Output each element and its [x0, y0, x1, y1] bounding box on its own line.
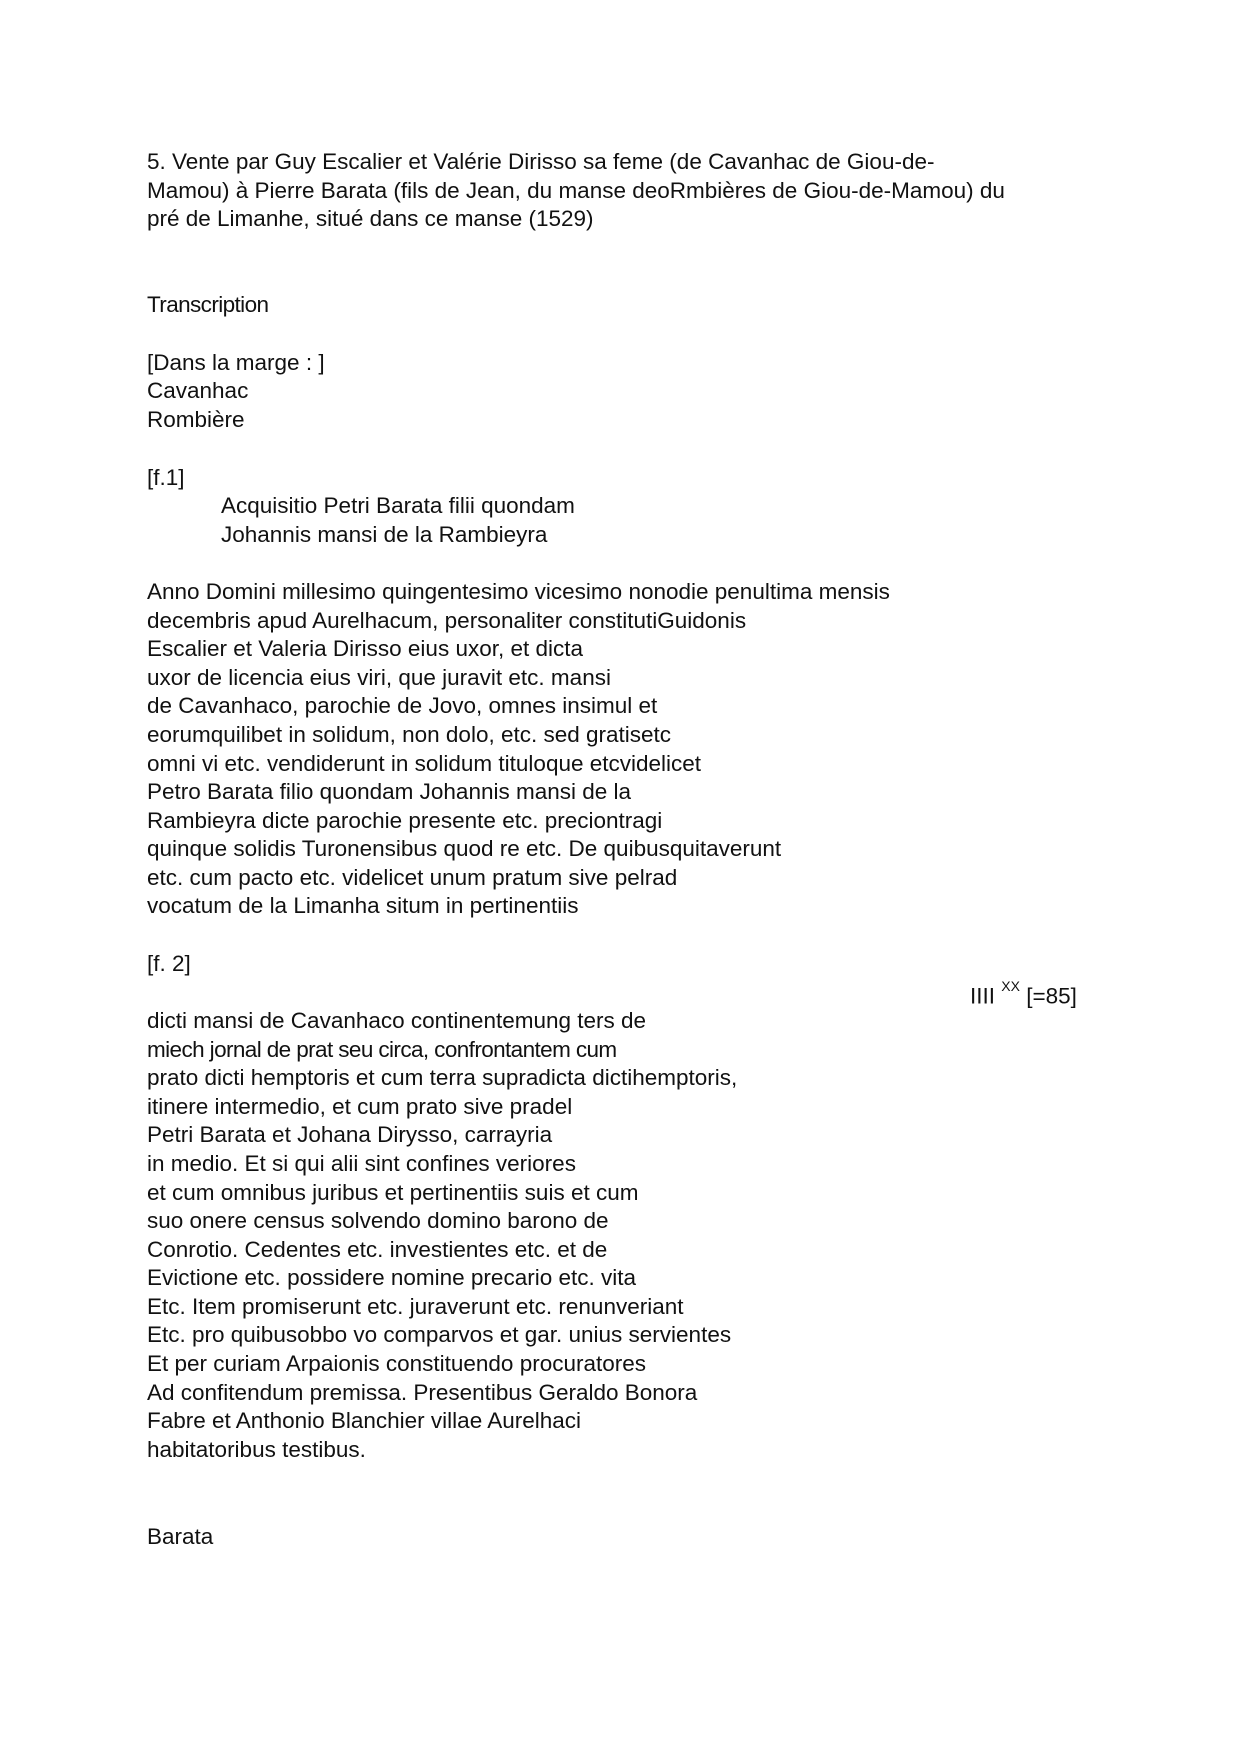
transcription-line: decembris apud Aurelhacum, personaliter constitutiGuidonis	[147, 608, 747, 633]
margin-numeral-roman: IIII	[970, 983, 996, 1009]
transcription-line: in medio. Et si qui alii sint confines veriores	[147, 1151, 576, 1176]
folio-heading-line: Acquisitio Petri Barata filii quondam	[221, 493, 575, 518]
signature-name: Barata	[147, 1524, 214, 1549]
transcription-line: suo onere census solvendo domino barono de	[147, 1208, 609, 1233]
transcription-line: itinere intermedio, et cum prato sive pradel	[147, 1094, 573, 1119]
margin-numeral-superscript: XX	[1001, 977, 1020, 994]
folio-label: [f.1]	[147, 465, 185, 490]
transcription-line: de Cavanhaco, parochie de Jovo, omnes insimul et	[147, 693, 658, 718]
margin-note-line: Rombière	[147, 407, 245, 432]
transcription-line: Evictione etc. possidere nomine precario etc. vita	[147, 1265, 636, 1290]
margin-numeral	[970, 976, 1077, 1011]
transcription-line: omni vi etc. vendiderunt in solidum tituloque etcvidelicet	[147, 751, 702, 776]
transcription-line: Rambieyra dicte parochie presente etc. preciontragi	[147, 808, 663, 833]
document-title-line: pré de Limanhe, situé dans ce manse (1529)	[147, 206, 594, 231]
folio-heading-line: Johannis mansi de la Rambieyra	[221, 522, 548, 547]
document-title-line: Mamou) à Pierre Barata (fils de Jean, du manse deoRmbières de Giou-de-Mamou) du	[147, 178, 1005, 203]
transcription-line: vocatum de la Limanha situm in pertinentiis	[147, 893, 579, 918]
margin-note-label: [Dans la marge : ]	[147, 350, 325, 375]
folio-label: [f. 2]	[147, 951, 191, 976]
transcription-line: Fabre et Anthonio Blanchier villae Aurelhaci	[147, 1408, 582, 1433]
transcription-line: Escalier et Valeria Dirisso eius uxor, et dicta	[147, 636, 584, 661]
transcription-line: et cum omnibus juribus et pertinentiis suis et cum	[147, 1180, 639, 1205]
transcription-line: Etc. pro quibusobbo vo comparvos et gar. unius servientes	[147, 1322, 732, 1347]
transcription-line: quinque solidis Turonensibus quod re etc. De quibusquitaverunt	[147, 836, 782, 861]
transcription-line: miech jornal de prat seu circa, confrontantem cum	[147, 1037, 617, 1062]
margin-numeral-value: [=85]	[1026, 983, 1077, 1009]
transcription-line: uxor de licencia eius viri, que juravit etc. mansi	[147, 665, 611, 690]
transcription-line: Anno Domini millesimo quingentesimo vicesimo nonodie penultima mensis	[147, 579, 890, 604]
transcription-line: etc. cum pacto etc. videlicet unum pratum sive pelrad	[147, 865, 678, 890]
transcription-line: Etc. Item promiserunt etc. juraverunt etc. renunveriant	[147, 1294, 684, 1319]
transcription-line: Petri Barata et Johana Dirysso, carrayria	[147, 1122, 553, 1147]
transcription-line: dicti mansi de Cavanhaco continentemung ters de	[147, 1008, 647, 1033]
section-heading: Transcription	[147, 292, 269, 317]
transcription-line: Petro Barata filio quondam Johannis mansi de la	[147, 779, 632, 804]
transcription-line: eorumquilibet in solidum, non dolo, etc. sed gratisetc	[147, 722, 672, 747]
document-title-line: 5. Vente par Guy Escalier et Valérie Dirisso sa feme (de Cavanhac de Giou-de-	[147, 149, 935, 174]
margin-note-line: Cavanhac	[147, 378, 249, 403]
transcription-line: Ad confitendum premissa. Presentibus Geraldo Bonora	[147, 1380, 698, 1405]
transcription-line: habitatoribus testibus.	[147, 1437, 366, 1462]
transcription-line: Conrotio. Cedentes etc. investientes etc. et de	[147, 1237, 608, 1262]
transcription-line: prato dicti hemptoris et cum terra supradicta dictihemptoris,	[147, 1065, 738, 1090]
transcription-line: Et per curiam Arpaionis constituendo procuratores	[147, 1351, 647, 1376]
